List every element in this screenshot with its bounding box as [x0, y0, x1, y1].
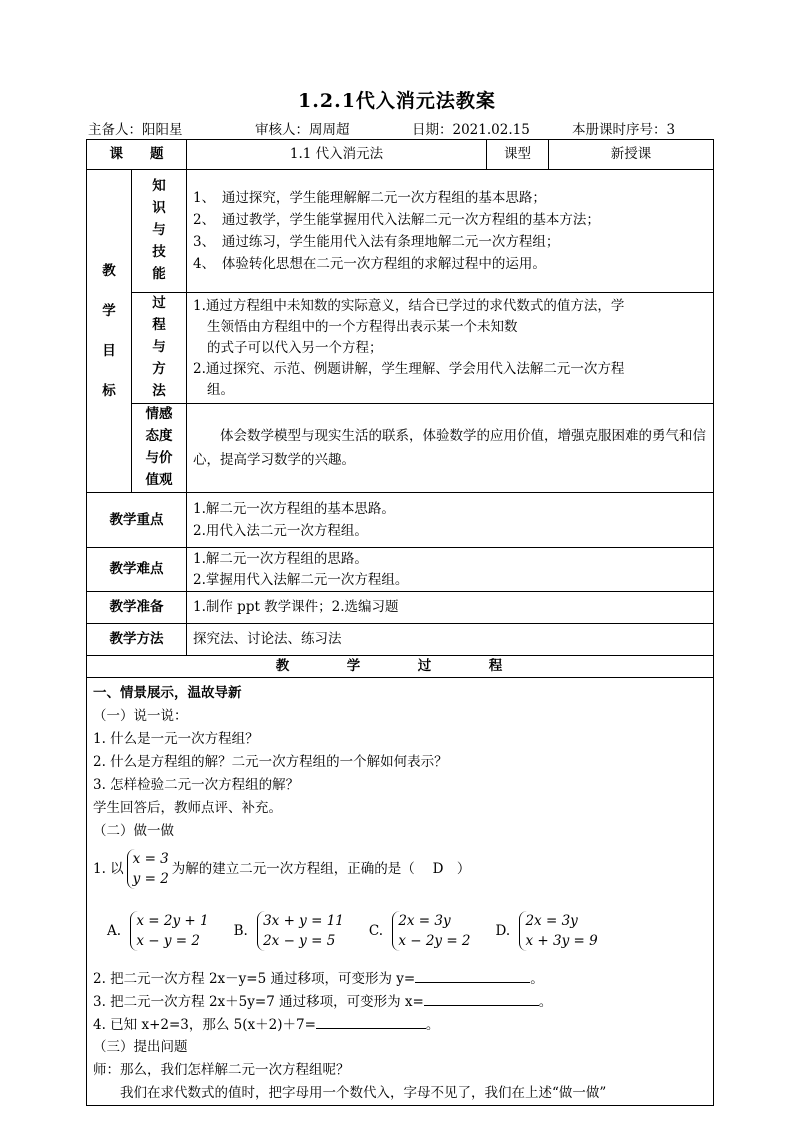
exercise-3-text: 3. 把二元一次方程 2x＋5y=7 通过移项，可变形为 x=: [93, 994, 424, 1010]
option-b: [234, 911, 347, 951]
knowledge-char-1: 知: [152, 178, 166, 194]
process-content: [87, 678, 714, 1106]
process-item: 生领悟由方程组中的一个方程得出表示某一个未知数: [207, 318, 518, 335]
knowledge-label: [132, 170, 187, 293]
knowledge-char-4: 技: [152, 244, 166, 260]
knowledge-item: 1、 通过探究，学生能理解解二元一次方程组的基本思路；: [193, 190, 546, 206]
option-c: [369, 911, 474, 951]
difficulty-item: 2.掌握用代入法解二元一次方程组。: [193, 571, 409, 588]
attitude-label: [132, 404, 187, 493]
attitude-text: 体会数学模型与现实生活的联系，体验数学的应用价值，增强克服困难的勇气和信心，提高学习数学的兴趣。: [193, 428, 706, 468]
topic-value: 1.1 代入消元法: [187, 140, 487, 170]
lesson-plan-table: [86, 139, 714, 1106]
methods-label: 教学方法: [87, 624, 187, 656]
objectives-char-1: 教: [102, 263, 116, 279]
process-item: 2.通过探究、示范、例题讲解，学生理解、学会用代入法解二元一次方程: [193, 360, 625, 377]
knowledge-item: 3、 通过练习，学生能用代入法有条理地解二元一次方程组；: [193, 234, 560, 250]
key-point-item: 1.解二元一次方程组的基本思路。: [193, 501, 395, 517]
process-char-2: 程: [152, 317, 166, 333]
key-points-label: 教学重点: [87, 493, 187, 548]
sub-heading: （二）做一做: [93, 823, 174, 839]
closing-paragraph: 我们在求代数式的值时，把字母用一个数代入，字母不见了，我们在上述“做一做”: [120, 1085, 607, 1101]
options-row: [93, 895, 707, 967]
exercise-2: [93, 967, 707, 990]
process-method-label: [132, 293, 187, 404]
objectives-char-4: 标: [102, 383, 116, 399]
knowledge-item: 2、 通过教学，学生能掌握用代入法解二元一次方程组的基本方法；: [193, 212, 600, 228]
knowledge-char-2: 识: [152, 200, 166, 216]
process-body-row: [87, 678, 714, 1106]
process-title-row: [87, 656, 714, 678]
question-item: 3. 怎样检验二元一次方程组的解？: [93, 777, 300, 793]
process-item: 的式子可以代入另一个方程；: [207, 339, 383, 356]
response-text: 学生回答后，教师点评、补充。: [93, 800, 282, 816]
process-char-4: 方: [152, 361, 166, 377]
option-system: [257, 911, 344, 951]
process-title: 教 学 过 程: [87, 656, 714, 678]
system-line: 2x − y = 5: [263, 933, 336, 949]
process-item: 1.通过方程组中未知数的实际意义，结合已学过的求代数式的值方法，学: [193, 297, 625, 314]
exercise-1: [93, 843, 707, 895]
answer-blank: [415, 967, 530, 983]
page-title: 1.2.1代入消元法教案: [298, 90, 496, 112]
solution-system: [127, 849, 169, 889]
attitude-row: [87, 404, 714, 493]
objectives-label: [87, 170, 132, 493]
system-line: x + 3y = 9: [525, 933, 598, 949]
option-label: C.: [368, 922, 384, 939]
system-line: x − 2y = 2: [398, 933, 471, 949]
attitude-char-4: 值观: [145, 472, 173, 488]
period: 。: [425, 1017, 440, 1033]
preparation-label: 教学准备: [87, 592, 187, 624]
knowledge-item: 4、 体验转化思想在二元一次方程组的求解过程中的运用。: [193, 256, 546, 272]
teacher-question: 师：那么，我们怎样解二元一次方程组呢？: [93, 1062, 350, 1078]
process-char-5: 法: [152, 383, 166, 399]
sub-heading: （一）说一说：: [93, 708, 188, 724]
knowledge-content: [187, 170, 714, 293]
topic-row: [87, 140, 714, 170]
attitude-char-1: 情感: [145, 406, 173, 422]
date: 日期：2021.02.15: [412, 122, 530, 138]
exercise-4: [93, 1013, 707, 1036]
lesson-number: 本册课时序号：3: [572, 122, 676, 138]
preparer: 主备人：阳阳星: [88, 122, 183, 138]
option-system: [392, 911, 470, 951]
answer-blank: [424, 990, 539, 1006]
knowledge-char-3: 与: [152, 222, 166, 238]
methods-content: 探究法、讨论法、练习法: [187, 624, 714, 656]
period: 。: [538, 994, 553, 1010]
sub-heading: （三）提出问题: [93, 1039, 188, 1055]
difficulties-row: [87, 548, 714, 592]
objectives-char-2: 学: [102, 303, 116, 319]
system-line: x = 3: [132, 851, 169, 867]
system-line: y = 2: [132, 871, 169, 887]
question-item: 2. 什么是方程组的解？二元一次方程组的一个解如何表示？: [93, 754, 448, 770]
system-line: 2x = 3y: [525, 913, 578, 929]
question-item: 1. 什么是一元一次方程组？: [93, 731, 259, 747]
preparation-row: [87, 592, 714, 624]
system-line: x − y = 2: [136, 933, 200, 949]
exercise-4-text: 4. 已知 x+2=3，那么 5(x＋2)＋7=: [93, 1017, 316, 1033]
attitude-content: [187, 404, 714, 493]
process-method-row: [87, 293, 714, 404]
knowledge-char-5: 能: [152, 266, 166, 282]
key-points-content: [187, 493, 714, 548]
exercise-1-prefix: 1. 以: [93, 860, 124, 877]
reviewer: 审核人：周周超: [255, 122, 350, 138]
option-label: B.: [233, 922, 248, 939]
difficulties-label: 教学难点: [87, 548, 187, 592]
key-point-item: 2.用代入法二元一次方程组。: [193, 523, 368, 539]
lesson-type-label: 课型: [487, 140, 549, 170]
process-method-content: [187, 293, 714, 404]
answer-blank: [316, 1013, 426, 1029]
attitude-char-3: 与价: [145, 450, 173, 466]
key-points-row: [87, 493, 714, 548]
topic-label: 课 题: [87, 140, 187, 170]
attitude-char-2: 态度: [145, 428, 173, 444]
option-system: [130, 911, 208, 951]
methods-row: [87, 624, 714, 656]
system-line: 2x = 3y: [398, 913, 451, 929]
section-heading: 一、情景展示，温故导新: [93, 685, 242, 701]
knowledge-row: [87, 170, 714, 293]
exercise-1-suffix: 为解的建立二元一次方程组，正确的是（ D ）: [171, 860, 471, 877]
option-system: [519, 911, 597, 951]
objectives-char-3: 目: [102, 343, 116, 359]
system-line: 3x + y = 11: [263, 913, 344, 929]
difficulty-item: 1.解二元一次方程组的思路。: [193, 550, 368, 567]
process-char-1: 过: [152, 295, 166, 311]
option-label: D.: [495, 922, 511, 939]
exercise-2-text: 2. 把二元一次方程 2x－y=5 通过移项，可变形为 y=: [93, 971, 416, 987]
option-a: [107, 911, 212, 951]
process-item: 组。: [207, 381, 234, 398]
header-info: [88, 118, 713, 138]
exercise-3: [93, 990, 707, 1013]
option-d: [496, 911, 601, 951]
period: 。: [530, 971, 544, 987]
process-char-3: 与: [152, 339, 166, 355]
lesson-type-value: 新授课: [549, 140, 714, 170]
option-label: A.: [107, 922, 122, 939]
difficulties-content: [187, 548, 714, 592]
preparation-content: 1.制作 ppt 教学课件；2.选编习题: [187, 592, 714, 624]
system-line: x = 2y + 1: [136, 913, 209, 929]
